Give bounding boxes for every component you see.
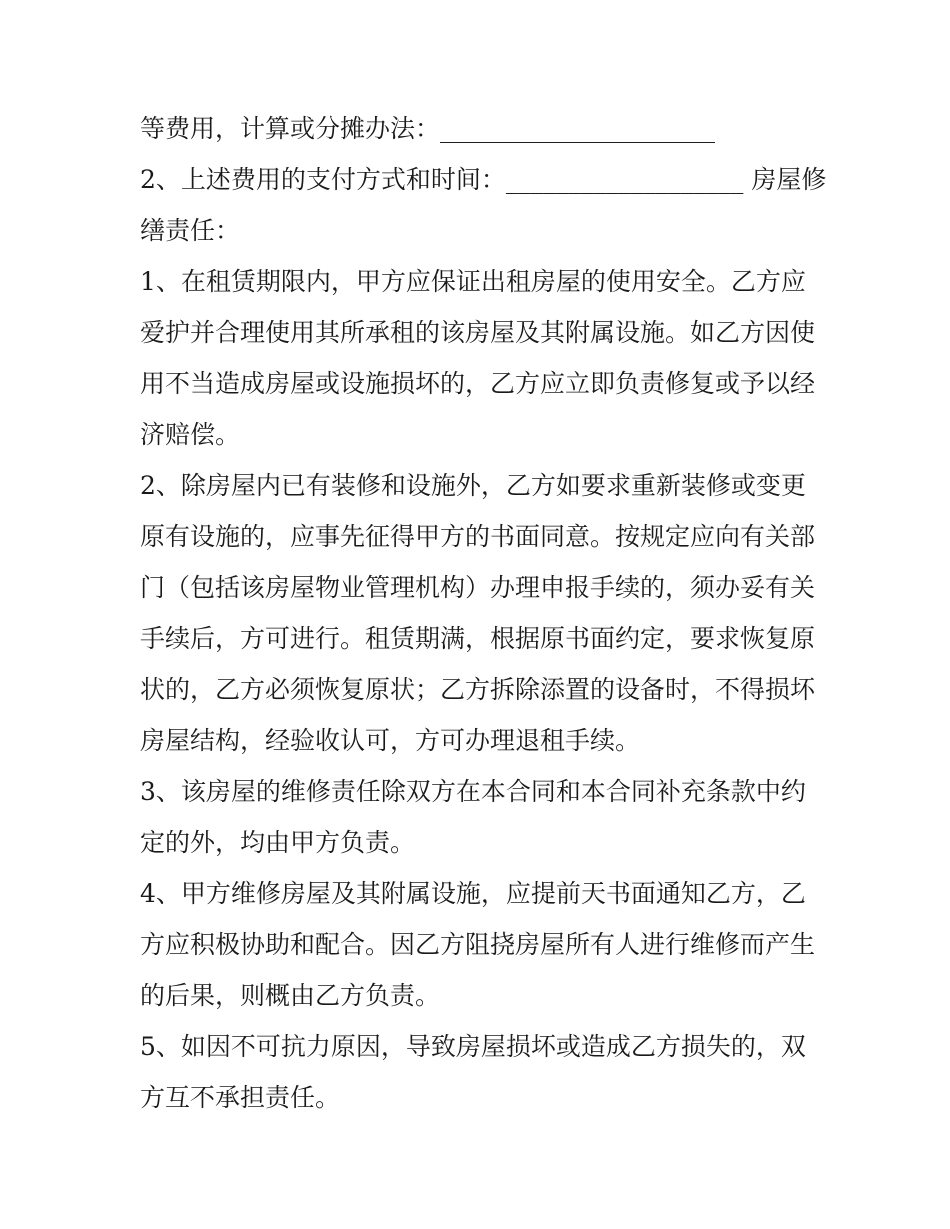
text-line: 用不当造成房屋或设施损坏的，乙方应立即负责修复或予以经 [140,369,816,398]
text-line: 4、甲方维修房屋及其附属设施，应提前天书面通知乙方，乙 [140,879,806,908]
text-line: 手续后，方可进行。租赁期满，根据原书面约定，要求恢复原 [140,624,816,653]
text-line: 等费用，计算或分摊办法：______________________ [140,114,716,143]
text-line: 2、上述费用的支付方式和时间：___________________ 房屋修 [140,165,827,194]
text-line: 原有设施的，应事先征得甲方的书面同意。按规定应向有关部 [140,522,816,551]
text-line: 5、如因不可抗力原因，导致房屋损坏或造成乙方损失的，双 [140,1032,806,1061]
text-line: 方应积极协助和配合。因乙方阻挠房屋所有人进行维修而产生 [140,930,816,959]
text-line: 2、除房屋内已有装修和设施外，乙方如要求重新装修或变更 [140,471,806,500]
document-body [140,103,827,1123]
text-line: 的后果，则概由乙方负责。 [140,981,441,1010]
text-line: 济赔偿。 [140,420,241,449]
text-line: 1、在租赁期限内，甲方应保证出租房屋的使用安全。乙方应 [140,267,806,296]
text-line: 方互不承担责任。 [140,1083,341,1112]
text-line: 缮责任： [140,216,241,245]
text-line: 门（包括该房屋物业管理机构）办理申报手续的，须办妥有关 [140,573,816,602]
text-line: 状的，乙方必须恢复原状；乙方拆除添置的设备时，不得损坏 [140,675,816,704]
text-line: 3、该房屋的维修责任除双方在本合同和本合同补充条款中约 [140,777,806,806]
text-line: 房屋结构，经验收认可，方可办理退租手续。 [140,726,641,755]
text-line: 爱护并合理使用其所承租的该房屋及其附属设施。如乙方因使 [140,318,816,347]
text-line: 定的外，均由甲方负责。 [140,828,416,857]
